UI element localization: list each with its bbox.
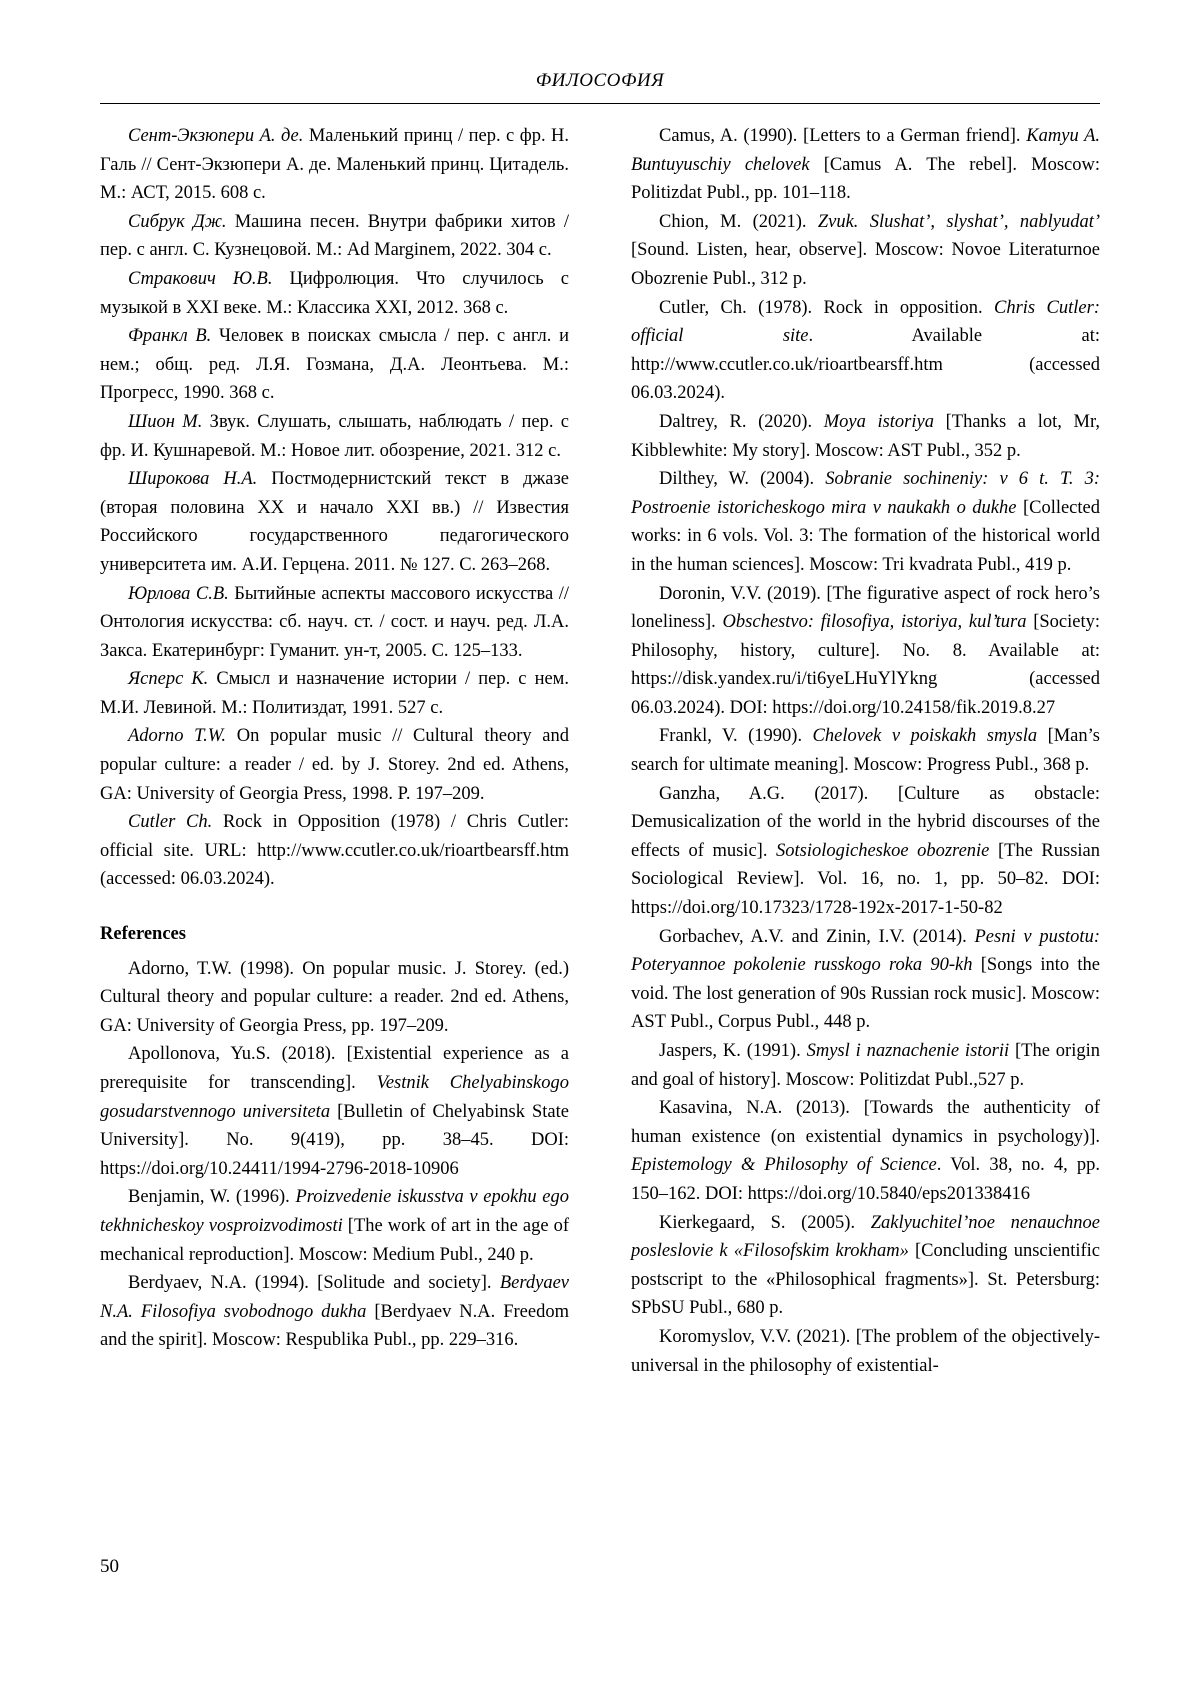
reference-text: Adorno, T.W. (1998). On popular music. J. Storey. (ed.) Cultural theory and popular culture: a reader. 2nd ed. Athens, GA: University of Georgia Press, pp. 197–209. [100, 958, 569, 1036]
reference-title-italic: Pesni v pustotu: Poteryannoe pokolenie russkogo roka 90-kh [631, 926, 1100, 976]
bibliography-entry [100, 265, 569, 322]
reference-title-italic: Proizvedenie iskusstva v epokhu ego tekhnicheskoy vosproizvodimosti [100, 1187, 569, 1236]
reference-text: Jaspers, K. (1991). [659, 1041, 807, 1061]
reference-entry [631, 722, 1100, 779]
bibliography-text: Человек в поисках смысла / пер. с англ. и нем.; общ. ред. Л.Я. Гозмана, Д.А. Леонтьева. М.: Прогресс, 1990. 368 с. [100, 326, 569, 404]
bibliography-text: Rock in Opposition (1978) / Chris Cutler: official site. URL: http://www.ccutler.co.uk/rioartbearsff.htm (accessed: 06.03.2024). [100, 812, 569, 890]
reference-text: Berdyaev, N.A. (1994). [Solitude and society]. [128, 1273, 500, 1294]
reference-text: [Bulletin of Chelyabinsk State University]. No. 9(419), pp. 38–45. DOI: https://doi.org/10.24411/1994-2796-2018-10906 [100, 1101, 569, 1179]
bibliography-author-italic: Сент-Экзюпери А. де. [128, 126, 304, 146]
reference-entry [631, 780, 1100, 923]
bibliography-text: Машина песен. Внутри фабрики хитов / пер. с англ. С. Кузнецовой. М.: Ad Marginem, 2022. 304 с. [100, 211, 569, 261]
bibliography-entry [100, 208, 569, 265]
reference-entry [100, 1183, 569, 1269]
reference-title-italic: Smysl i naznachenie istorii [806, 1041, 1010, 1061]
bibliography-author-italic: Сибрук Дж. [128, 211, 227, 232]
bibliography-text: Постмодернистский текст в джазе (вторая половина XX и начало XXI вв.) // Известия Российского государственного педагогического университета им. А.И. Герцена. 2011. № 127. С. 263–268. [100, 469, 569, 575]
right-column [631, 122, 1100, 1380]
bibliography-entry [100, 722, 569, 808]
reference-text: [Songs into the void. The lost generation of 90s Russian rock music]. Moscow: AST Publ., Corpus Publ., 448 p. [631, 955, 1101, 1033]
reference-text: . Available at: http://www.ccutler.co.uk/rioartbearsff.htm (accessed 06.03.2024). [631, 326, 1101, 404]
bibliography-text: Бытийные аспекты массового искусства // Онтология искусства: сб. науч. ст. / сост. и науч. ред. Л.А. Закса. Екатеринбург: Гуманит. ун-т, 2005. С. 125–133. [100, 583, 569, 661]
bibliography-author-italic: Юрлова С.В. [128, 583, 229, 604]
left-column [100, 122, 569, 1380]
reference-text: Benjamin, W. (1996). [128, 1187, 296, 1208]
reference-text: . Vol. 38, no. 4, pp. 150–162. DOI: https://doi.org/10.5840/eps201338416 [631, 1155, 1100, 1204]
reference-title-italic: Chris Cutler: official site [631, 297, 1100, 347]
reference-text: [Society: Philosophy, history, culture]. No. 8. Available at: https://disk.yandex.ru/i/ti6yeLHuYlYkng (accessed 06.03.2024). DOI: https://doi.org/10.24158/fik.2019.8.27 [631, 612, 1101, 718]
reference-entry [631, 1209, 1100, 1323]
header-rule [100, 103, 1100, 104]
reference-entry [100, 1269, 569, 1355]
bibliography-text: Звук. Слушать, слышать, наблюдать / пер. с фр. И. Кушнаревой. М.: Новое лит. обозрение, 2021. 312 с. [100, 411, 569, 461]
bibliography-text: Маленький принц / пер. с фр. Н. Галь // Сент-Экзюпери А. де. Маленький принц. Цитадель. М.: АСТ, 2015. 608 с. [100, 126, 570, 204]
reference-title-italic: Sotsiologicheskoe obozrenie [776, 840, 990, 861]
bibliography-entry [100, 465, 569, 579]
reference-text: [Berdyaev N.A. Freedom and the spirit]. Moscow: Respublika Publ., pp. 229–316. [100, 1301, 569, 1351]
reference-entry [631, 208, 1100, 294]
bibliography-entry [100, 808, 569, 894]
reference-entry [631, 580, 1100, 723]
reference-text: Doronin, V.V. (2019). [The figurative aspect of rock hero’s loneliness]. [631, 583, 1100, 633]
bibliography-entry [100, 665, 569, 722]
reference-entry [631, 1037, 1100, 1094]
bibliography-text: Смысл и назначение истории / пер. с нем. М.И. Левиной. М.: Политиздат, 1991. 527 с. [100, 669, 570, 718]
bibliography-text: Цифролюция. Что случилось с музыкой в XXI веке. М.: Классика XXI, 2012. 368 с. [100, 268, 569, 318]
reference-text: Ganzha, A.G. (2017). [Culture as obstacle: Demusicalization of the world in the hybrid discourses of the effects of music]. [631, 783, 1100, 861]
reference-title-italic: Moya istoriya [823, 411, 934, 432]
reference-entry [631, 1323, 1100, 1380]
reference-text: [The work of art in the age of mechanical reproduction]. Moscow: Medium Publ., 240 p. [100, 1215, 569, 1265]
reference-title-italic: Chelovek v poiskakh smysla [812, 726, 1038, 747]
bibliography-entry [100, 408, 569, 465]
reference-text: [Sound. Listen, hear, observe]. Moscow: Novoe Literaturnoe Obozrenie Publ., 312 p. [631, 240, 1100, 289]
running-head: ФИЛОСОФИЯ [535, 70, 665, 91]
reference-entry [631, 408, 1100, 465]
reference-entry [631, 1094, 1100, 1208]
reference-text: Dilthey, W. (2004). [659, 469, 826, 490]
reference-text: Kierkegaard, S. (2005). [659, 1212, 871, 1233]
reference-text: [Collected works: in 6 vols. Vol. 3: The formation of the historical world in the human sciences]. Moscow: Tri kvadrata Publ., 419 p. [631, 497, 1100, 575]
reference-text: Chion, M. (2021). [659, 211, 818, 232]
reference-title-italic: Kamyu A. Buntuyuschiy chelovek [631, 126, 1100, 175]
bibliography-author-italic: Adorno T.W. [128, 726, 227, 747]
reference-text: Frankl, V. (1990). [659, 726, 813, 747]
page-number: 50 [100, 1556, 119, 1577]
bibliography-text: On popular music // Cultural theory and popular culture: a reader / ed. by J. Storey. 2nd ed. Athens, GA: University of Georgia Press, 1998. P. 197–209. [100, 726, 569, 804]
reference-text: Daltrey, R. (2020). [659, 411, 824, 432]
reference-entry [631, 122, 1100, 208]
reference-text: [Camus A. The rebel]. Moscow: Politizdat Publ., pp. 101–118. [631, 154, 1101, 204]
reference-text: Koromyslov, V.V. (2021). [The problem of the objectively-universal in the philosophy of existential- [631, 1326, 1100, 1376]
bibliography-author-italic: Стракович Ю.В. [128, 268, 273, 289]
reference-title-italic: Sobranie sochineniy: v 6 t. T. 3: Postroenie istoricheskogo mira v naukakh o dukhe [631, 469, 1100, 518]
reference-text: Cutler, Ch. (1978). Rock in opposition. [659, 297, 994, 318]
bibliography-author-italic: Ясперс К. [128, 669, 209, 690]
reference-title-italic: Berdyaev N.A. Filosofiya svobodnogo dukha [100, 1273, 569, 1322]
two-column-body [100, 122, 1100, 1380]
reference-text: Kasavina, N.A. (2013). [Towards the authenticity of human existence (on existential dynamics in psychology)]. [631, 1098, 1100, 1147]
reference-entry [631, 465, 1100, 579]
bibliography-entry [100, 122, 569, 208]
bibliography-entry [100, 322, 569, 408]
bibliography-author-italic: Шион М. [128, 411, 203, 432]
bibliography-author-italic: Cutler Ch. [128, 812, 213, 833]
reference-text: [Man’s search for ultimate meaning]. Moscow: Progress Publ., 368 p. [631, 726, 1100, 776]
bibliography-author-italic: Широкова Н.А. [128, 469, 258, 490]
references-heading: References [100, 924, 186, 945]
reference-text: [Thanks a lot, Mr, Kibblewhite: My story]. Moscow: AST Publ., 352 p. [631, 411, 1101, 461]
reference-text: Apollonova, Yu.S. (2018). [Existential experience as a prerequisite for transcending]. [100, 1044, 569, 1093]
reference-text: [Concluding unscientific postscript to the «Philosophical fragments»]. St. Petersburg: SPbSU Publ., 680 p. [631, 1241, 1101, 1319]
bibliography-author-italic: Франкл В. [128, 326, 212, 347]
reference-title-italic: Zvuk. Slushat’, slyshat’, nablyudat’ [817, 211, 1100, 232]
reference-text: [The origin and goal of history]. Moscow: Politizdat Publ.,527 p. [631, 1041, 1100, 1090]
reference-title-italic: Vestnik Chelyabinskogo gosudarstvennogo universiteta [100, 1073, 569, 1122]
reference-text: [The Russian Sociological Review]. Vol. 16, no. 1, pp. 50–82. DOI: https://doi.org/10.17323/1728-192x-2017-1-50-82 [631, 840, 1101, 919]
bibliography-entry [100, 580, 569, 666]
reference-title-italic: Epistemology & Philosophy of Science [631, 1155, 937, 1176]
reference-title-italic: Zaklyuchitel’noe nenauchnoe posleslovie k «Filosofskim krokham» [631, 1212, 1100, 1262]
reference-entry [631, 294, 1100, 408]
reference-title-italic: Obschestvo: filosofiya, istoriya, kul’tura [722, 612, 1027, 633]
reference-text: Gorbachev, A.V. and Zinin, I.V. (2014). [659, 926, 975, 947]
reference-entry [631, 923, 1100, 1037]
reference-text: Camus, A. (1990). [Letters to a German friend]. [659, 126, 1027, 146]
reference-entry [100, 955, 569, 1041]
reference-entry [100, 1040, 569, 1183]
